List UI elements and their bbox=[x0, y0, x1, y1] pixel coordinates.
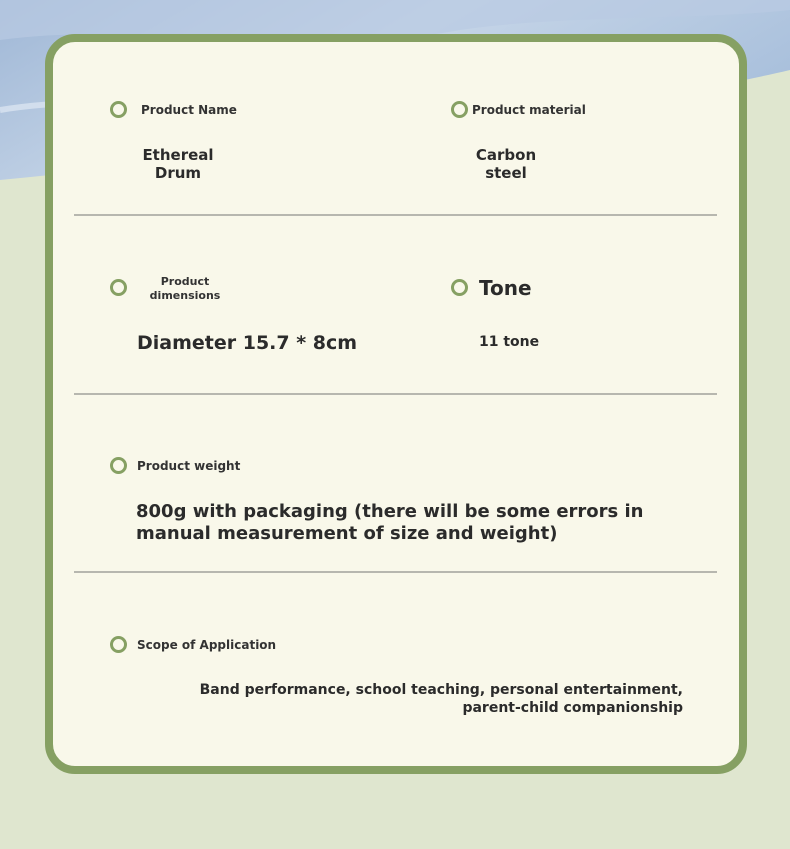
divider bbox=[74, 393, 717, 395]
bullet-circle-icon bbox=[451, 279, 468, 296]
scope-value bbox=[173, 681, 683, 717]
scope-label: Scope of Application bbox=[137, 638, 277, 652]
bullet-circle-icon bbox=[110, 636, 127, 653]
product-dimensions-label-line1: Product bbox=[160, 275, 210, 288]
product-name-value bbox=[128, 146, 228, 182]
bullet-circle-icon bbox=[110, 279, 127, 296]
product-weight-label: Product weight bbox=[137, 459, 241, 473]
product-dimensions-label-line2: dimensions bbox=[149, 289, 221, 302]
product-material-line2: steel bbox=[485, 164, 527, 182]
bullet-circle-icon bbox=[110, 101, 127, 118]
product-weight-value bbox=[136, 501, 644, 545]
scope-line1: Band performance, school teaching, personal entertainment, bbox=[199, 682, 683, 698]
bullet-circle-icon bbox=[451, 101, 468, 118]
tone-label: Tone bbox=[479, 276, 532, 300]
product-name-line1: Ethereal bbox=[142, 146, 214, 164]
product-weight-line2: manual measurement of size and weight) bbox=[136, 523, 558, 544]
product-name-label: Product Name bbox=[141, 103, 237, 117]
tone-value: 11 tone bbox=[479, 334, 540, 350]
scope-line2: parent-child companionship bbox=[462, 700, 683, 716]
divider bbox=[74, 214, 717, 216]
bullet-circle-icon bbox=[110, 457, 127, 474]
spec-card bbox=[45, 34, 747, 774]
product-material-label: Product material bbox=[472, 103, 586, 117]
product-dimensions-value: Diameter 15.7 * 8cm bbox=[137, 332, 358, 354]
product-name-line2: Drum bbox=[154, 164, 202, 182]
product-material-value bbox=[456, 146, 556, 182]
product-weight-line1: 800g with packaging (there will be some errors in bbox=[136, 501, 644, 522]
divider bbox=[74, 571, 717, 573]
product-dimensions-label bbox=[140, 275, 230, 303]
product-material-line1: Carbon bbox=[475, 146, 537, 164]
